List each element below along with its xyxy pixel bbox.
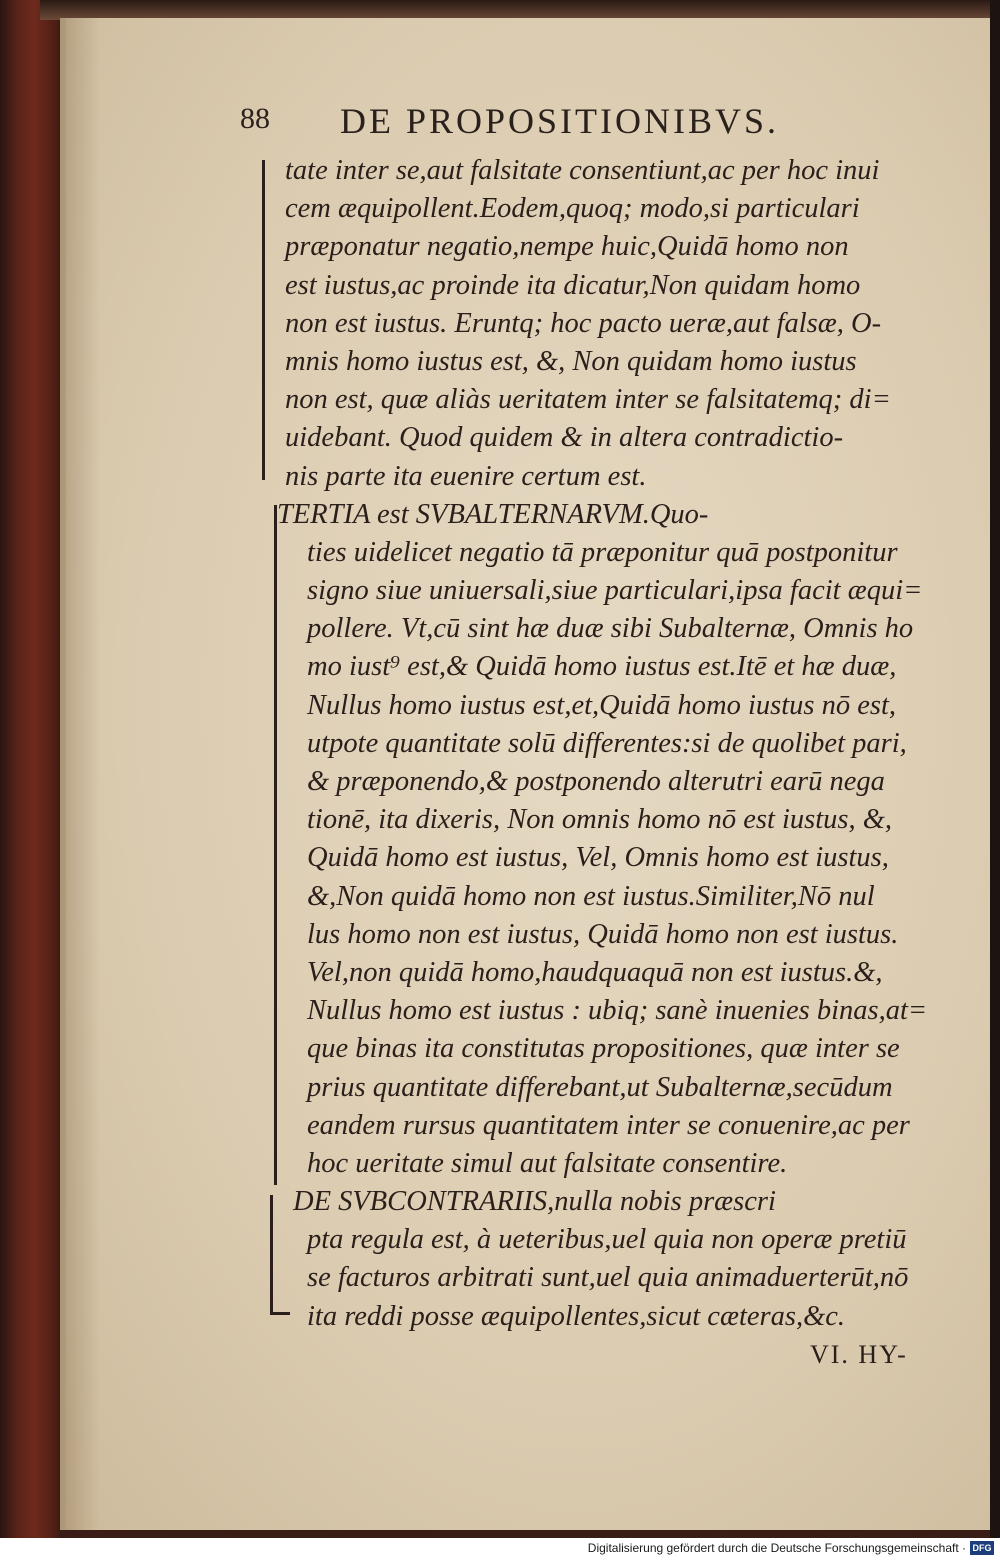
text-line: & præponendo,& postponendo alterutri earū nega [307,766,885,797]
text-line: nis parte ita euenire certum est. [285,460,647,492]
text-line: præponatur negatio,nempe huic,Quidā homo non [285,231,849,263]
page-header [240,98,880,148]
text-line: que binas ita constitutas propositiones, quæ inter se [307,1033,900,1065]
text-line: non est, quæ aliàs ueritatem inter se falsitatemq; di= [285,384,891,416]
text-line: Quidā homo est iustus, Vel, Omnis homo est iustus, [307,842,889,874]
page-number: 88 [240,102,270,135]
paragraph-bracket [270,1195,273,1315]
text-line: ita reddi posse æquipollentes,sicut cæteras,&c. [307,1300,846,1332]
text-line: &,Non quidā homo non est iustus.Similiter,Nō nul [307,880,875,912]
catchword: VI. HY- [810,1340,908,1369]
text-line: tionē, ita dixeris, Non omnis homo nō est iustus, &, [307,804,893,836]
text-line-section-start: TERTIA est SVBALTERNARVM.Quo- [277,498,709,530]
text-line: prius quantitate differebant,ut Subalternæ,secūdum [307,1071,893,1103]
text-line: Nullus homo iustus est,et,Quidā homo iustus nō est, [307,689,897,721]
body-text [277,152,935,1336]
text-line: hoc ueritate simul aut falsitate consentire. [307,1147,788,1179]
book-spine [0,0,58,1538]
text-line-section-start: DE SVBCONTRARIIS,nulla nobis præscri [293,1186,776,1218]
text-line: mnis homo iustus est, &, Non quidam homo iustus [285,345,857,377]
text-line: mo iust⁹ est,& Quidā homo iustus est.Itē et hæ duæ, [307,651,897,683]
text-line: tate inter se,aut falsitate consentiunt,ac per hoc inui [285,155,880,186]
text-line: non est iustus. Eruntq; hoc pacto ueræ,aut falsæ, O- [285,307,882,339]
footer-credit: Digitalisierung gefördert durch die Deutsche Forschungsgemeinschaft · [587,1541,966,1555]
top-edge [40,0,1000,20]
paragraph-bracket [262,160,265,480]
text-line: pollere. Vt,cū sint hæ duæ sibi Subalternæ, Omnis ho [307,613,914,645]
text-line: ties uidelicet negatio tā præponitur quā postponitur [307,536,898,568]
digitization-footer [0,1538,1000,1560]
text-line: Vel,non quidā homo,haudquaquā non est iustus.&, [307,956,883,988]
text-line: est iustus,ac proinde ita dicatur,Non quidam homo [285,269,861,301]
text-line: utpote quantitate solū differentes:si de quolibet pari, [307,727,907,759]
text-line: se facturos arbitrati sunt,uel quia animaduerterūt,nō [307,1262,909,1294]
running-title: DE PROPOSITIONIBVS. [340,101,780,141]
paragraph-bracket [274,505,277,1185]
text-line: pta regula est, à ueteribus,uel quia non operæ pretiū [307,1224,907,1256]
dfg-logo-icon: DFG [970,1541,994,1555]
right-edge [990,0,1000,1538]
text-line: Nullus homo est iustus : ubiq; sanè inuenies binas,at= [307,995,928,1027]
text-line: eandem rursus quantitatem inter se conuenire,ac per [307,1109,910,1141]
text-line: uidebant. Quod quidem & in altera contradictio- [285,422,844,454]
text-line: lus homo non est iustus, Quidā homo non est iustus. [307,918,899,950]
text-line: cem æquipollent.Eodem,quoq; modo,si particulari [285,193,860,225]
text-line: signo siue uniuersali,siue particulari,ipsa facit æqui= [307,575,923,607]
gutter-shadow [60,18,100,1530]
